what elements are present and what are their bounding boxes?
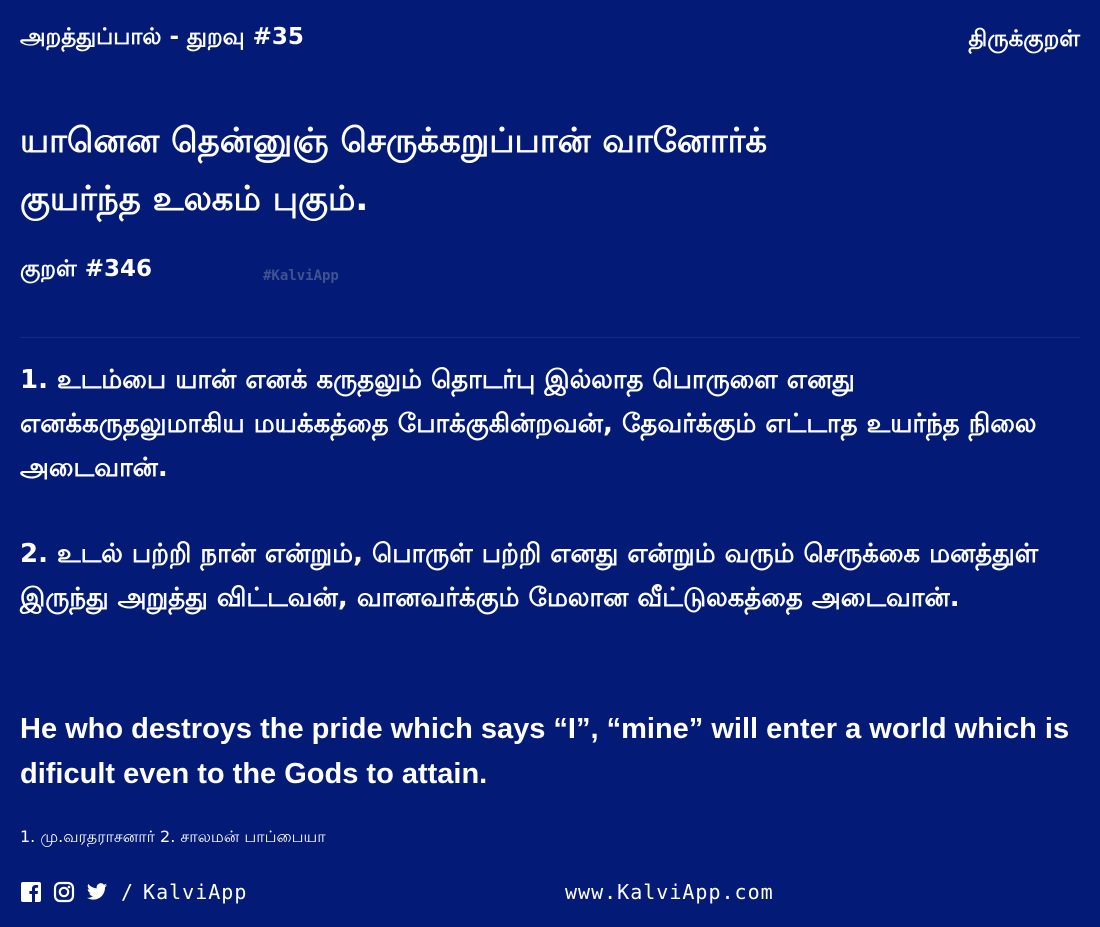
explanation-english: He who destroys the pride which says “I”, “mine” will enter a world which is dificult even to the Gods to attain. [20, 713, 1070, 790]
brand-title: திருக்குறள் [968, 26, 1080, 52]
kural-number: குறள் #346 [20, 256, 153, 282]
hashtag-watermark: #KalviApp [263, 268, 339, 284]
separator: / [121, 880, 134, 904]
social-links [20, 880, 247, 904]
social-handle[interactable]: KalviApp [143, 880, 248, 904]
twitter-icon[interactable] [86, 881, 108, 903]
explanation-tamil-2: 2. உடல் பற்றி நான் என்றும், பொருள் பற்றி எனது என்றும் வரும் செருக்கை மனத்துள் இருந்து அறுத்து விட்டவன், வானவர்க்கும் மேலான வீட்டுலகத்தை அடைவான். [20, 539, 1039, 613]
kural-number-row [20, 256, 1080, 292]
credits: 1. மு.வரதராசனார் 2. சாலமன் பாப்பையா [20, 827, 326, 846]
kural-line-2: குயர்ந்த உலகம் புகும். [20, 179, 369, 219]
instagram-icon[interactable] [53, 881, 75, 903]
website-link[interactable]: www.KalviApp.com [565, 880, 774, 904]
header [0, 0, 1100, 80]
kural-verse [20, 112, 1080, 228]
kural-line-1: யானென தென்னுஞ் செருக்கறுப்பான் வானோர்க் [20, 121, 768, 161]
divider [20, 337, 1080, 338]
facebook-icon[interactable] [20, 881, 42, 903]
chapter-title: அறத்துப்பால் - துறவு #35 [20, 24, 304, 50]
explanation-tamil-1: 1. உடம்பை யான் எனக் கருதலும் தொடர்பு இல்லாத பொருளை எனது எனக்கருதலுமாகிய மயக்கத்தை போக்குகின்றவன், தேவர்க்கும் எட்டாத உயர்ந்த நிலை அடைவான். [20, 365, 1037, 483]
footer [20, 878, 1080, 908]
